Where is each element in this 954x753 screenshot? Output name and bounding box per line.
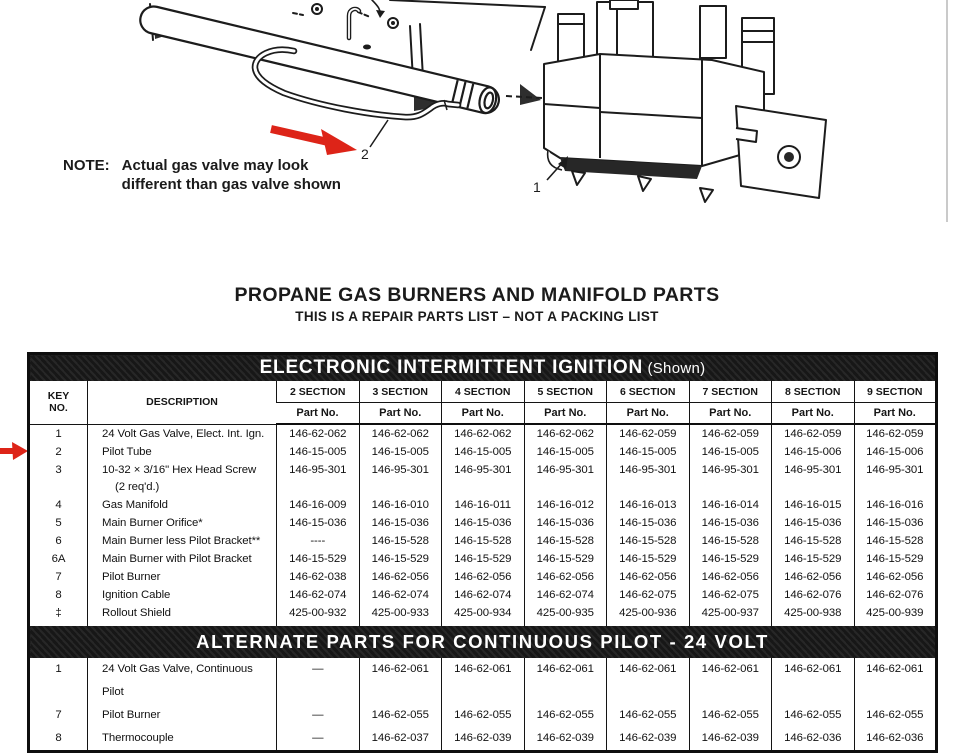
part-no-cell: 146-62-076	[772, 586, 855, 604]
part-no-cell: 146-62-061	[442, 658, 525, 704]
description-cell: Pilot Burner	[88, 704, 277, 727]
description-cell: 24 Volt Gas Valve, Continuous Pilot	[88, 658, 277, 704]
parts-table	[27, 352, 938, 753]
part-no-cell: 146-62-076	[854, 586, 937, 604]
column-header-section: 6 SECTION	[607, 381, 690, 403]
description-cell: Rollout Shield	[88, 604, 277, 626]
part-no-cell: 146-15-006	[772, 443, 855, 461]
part-no-cell: 146-15-529	[277, 550, 360, 568]
part-no-cell: 146-62-039	[607, 727, 690, 752]
part-no-cell: ----	[277, 532, 360, 550]
key-no-cell: ‡	[55, 607, 62, 619]
part-no-cell: 146-62-036	[772, 727, 855, 752]
column-header-part-no: Part No.	[854, 403, 937, 425]
callout-1-label: 1	[533, 179, 541, 195]
part-no-cell: 146-95-301	[442, 461, 525, 496]
part-no-cell: 146-15-036	[359, 514, 442, 532]
part-no-cell: 146-62-075	[689, 586, 772, 604]
part-no-cell: 146-15-036	[524, 514, 607, 532]
table-row	[29, 586, 937, 604]
part-no-cell: 146-62-061	[524, 658, 607, 704]
page-subtitle: THIS IS A REPAIR PARTS LIST – NOT A PACKING LIST	[295, 309, 659, 324]
part-no-cell: 146-62-061	[689, 658, 772, 704]
description-cell: Main Burner with Pilot Bracket	[88, 550, 277, 568]
part-no-cell: 146-95-301	[607, 461, 690, 496]
part-no-cell: 146-62-062	[442, 424, 525, 443]
part-no-cell: 146-16-011	[442, 496, 525, 514]
part-no-cell: 146-15-528	[689, 532, 772, 550]
part-no-cell: 146-62-061	[607, 658, 690, 704]
table-row	[29, 568, 937, 586]
column-header-section: 7 SECTION	[689, 381, 772, 403]
part-no-cell: 146-62-039	[524, 727, 607, 752]
column-header-section: 2 SECTION	[277, 381, 360, 403]
table-row	[29, 604, 937, 626]
part-no-cell: 146-16-013	[607, 496, 690, 514]
part-no-cell: 146-62-059	[607, 424, 690, 443]
part-no-cell: 146-62-062	[277, 424, 360, 443]
part-no-cell: 146-95-301	[524, 461, 607, 496]
column-header-part-no: Part No.	[772, 403, 855, 425]
table-row	[29, 461, 937, 496]
alternate-parts-rows	[29, 658, 937, 752]
part-no-cell: 146-15-005	[524, 443, 607, 461]
column-header-part-no: Part No.	[359, 403, 442, 425]
part-no-cell: 425-00-937	[689, 604, 772, 626]
table-row	[29, 658, 937, 704]
part-no-cell: 146-62-055	[524, 704, 607, 727]
table-banner-electronic-ignition: ELECTRONIC INTERMITTENT IGNITION (Shown)	[29, 354, 937, 382]
part-no-cell: 146-62-056	[689, 568, 772, 586]
key-no-cell: 8	[55, 732, 62, 744]
part-no-cell: 146-62-056	[442, 568, 525, 586]
table-head-section	[29, 354, 937, 425]
part-no-cell: 146-62-061	[772, 658, 855, 704]
page-title: PROPANE GAS BURNERS AND MANIFOLD PARTS	[234, 284, 720, 306]
part-no-cell: 146-15-528	[442, 532, 525, 550]
part-no-cell: 146-15-005	[442, 443, 525, 461]
description-cell: Main Burner Orifice*	[88, 514, 277, 532]
bolt-icon	[293, 4, 398, 28]
part-no-cell: 146-62-055	[442, 704, 525, 727]
part-no-cell: 146-62-055	[607, 704, 690, 727]
part-no-cell: 146-62-037	[359, 727, 442, 752]
part-no-cell: 146-62-039	[442, 727, 525, 752]
table-row	[29, 550, 937, 568]
part-no-cell: —	[277, 658, 360, 704]
part-no-cell: 146-15-528	[607, 532, 690, 550]
key-no-cell: 7	[55, 571, 62, 583]
part-no-cell: 146-62-062	[359, 424, 442, 443]
part-no-cell: 146-15-529	[689, 550, 772, 568]
note-label: NOTE:	[63, 157, 110, 174]
burner-manifold-diagram	[0, 0, 954, 252]
manifold-pipe-drawing	[138, 4, 502, 116]
part-no-cell: 146-15-529	[442, 550, 525, 568]
key-no-cell: 8	[55, 589, 62, 601]
part-no-cell: 146-15-005	[689, 443, 772, 461]
part-no-cell: 146-15-005	[607, 443, 690, 461]
part-no-cell: 146-62-059	[772, 424, 855, 443]
part-no-cell: 146-62-056	[607, 568, 690, 586]
part-no-cell: 146-62-055	[689, 704, 772, 727]
part-no-cell: 146-15-529	[607, 550, 690, 568]
part-no-cell: 425-00-938	[772, 604, 855, 626]
part-no-cell: 146-15-036	[854, 514, 937, 532]
part-no-cell: 146-62-059	[689, 424, 772, 443]
part-no-cell: 146-15-529	[524, 550, 607, 568]
part-no-cell: 425-00-932	[277, 604, 360, 626]
description-cell: Thermocouple	[88, 727, 277, 752]
column-header-section: 9 SECTION	[854, 381, 937, 403]
part-no-cell: 146-15-528	[359, 532, 442, 550]
part-no-cell: 146-16-010	[359, 496, 442, 514]
part-no-cell: 146-15-036	[607, 514, 690, 532]
table-banner-alternate-parts: ALTERNATE PARTS FOR CONTINUOUS PILOT - 24 VOLT	[29, 626, 937, 658]
part-no-cell: 425-00-939	[854, 604, 937, 626]
column-header-part-no: Part No.	[607, 403, 690, 425]
description-cell: 10-32 × 3/16" Hex Head Screw (2 req'd.)	[88, 461, 277, 496]
part-no-cell: 146-62-055	[359, 704, 442, 727]
table-row	[29, 443, 937, 461]
column-header-part-no: Part No.	[689, 403, 772, 425]
description-cell: Pilot Tube	[88, 443, 277, 461]
part-no-cell: 146-62-056	[772, 568, 855, 586]
part-no-cell: 146-16-014	[689, 496, 772, 514]
part-no-cell: 146-95-301	[277, 461, 360, 496]
part-no-cell: 146-62-061	[854, 658, 937, 704]
part-no-cell: 425-00-936	[607, 604, 690, 626]
part-no-cell: 425-00-933	[359, 604, 442, 626]
part-no-cell: 146-16-016	[854, 496, 937, 514]
note-text: Actual gas valve may look different than gas valve shown	[121, 157, 341, 193]
column-header-section: 3 SECTION	[359, 381, 442, 403]
diagram-note	[63, 156, 341, 194]
key-no-cell: 6	[55, 535, 62, 547]
part-no-cell: 146-62-075	[607, 586, 690, 604]
key-no-cell: 6A	[51, 553, 66, 565]
part-no-cell: —	[277, 727, 360, 752]
key-no-cell: 7	[55, 709, 62, 721]
part-no-cell: 146-15-528	[854, 532, 937, 550]
part-no-cell: 146-16-012	[524, 496, 607, 514]
part-no-cell: 146-62-038	[277, 568, 360, 586]
part-no-cell: 146-62-039	[689, 727, 772, 752]
part-no-cell: 146-16-009	[277, 496, 360, 514]
table-row	[29, 496, 937, 514]
table-banner-section	[29, 626, 937, 658]
key-no-cell: 2	[55, 446, 62, 458]
part-no-cell: 146-16-015	[772, 496, 855, 514]
part-no-cell: 146-15-036	[442, 514, 525, 532]
electronic-ignition-rows	[29, 424, 937, 626]
column-header-section: 4 SECTION	[442, 381, 525, 403]
table-row	[29, 704, 937, 727]
description-cell: 24 Volt Gas Valve, Elect. Int. Ign.	[88, 424, 277, 443]
description-cell: Pilot Burner	[88, 568, 277, 586]
part-no-cell: 146-62-056	[854, 568, 937, 586]
table-row	[29, 727, 937, 752]
part-no-cell: 146-15-006	[854, 443, 937, 461]
part-no-cell: 146-62-061	[359, 658, 442, 704]
part-no-cell: 146-62-056	[359, 568, 442, 586]
key-no-cell: 4	[55, 499, 62, 511]
part-no-cell: 146-62-055	[772, 704, 855, 727]
part-no-cell: 425-00-935	[524, 604, 607, 626]
part-no-cell: 146-95-301	[772, 461, 855, 496]
callout-2-label: 2	[361, 146, 369, 162]
part-no-cell: 146-15-036	[772, 514, 855, 532]
part-no-cell: 146-62-074	[442, 586, 525, 604]
red-arrow-icon	[271, 129, 357, 155]
part-no-cell: 146-15-529	[359, 550, 442, 568]
column-header-section: 5 SECTION	[524, 381, 607, 403]
table-row	[29, 424, 937, 443]
part-no-cell: 146-62-036	[854, 727, 937, 752]
part-no-cell: 146-15-036	[689, 514, 772, 532]
key-no-cell: 1	[55, 663, 62, 675]
part-no-cell: 146-95-301	[854, 461, 937, 496]
part-no-cell: 146-15-528	[524, 532, 607, 550]
part-no-cell: 146-15-529	[854, 550, 937, 568]
description-cell: Gas Manifold	[88, 496, 277, 514]
red-arrow-icon	[0, 441, 30, 461]
part-no-cell: 146-95-301	[359, 461, 442, 496]
column-header-part-no: Part No.	[442, 403, 525, 425]
column-header-part-no: Part No.	[277, 403, 360, 425]
part-no-cell: 146-15-528	[772, 532, 855, 550]
column-header-section: 8 SECTION	[772, 381, 855, 403]
part-no-cell: 146-62-059	[854, 424, 937, 443]
part-no-cell: 146-62-062	[524, 424, 607, 443]
key-no-cell: 5	[55, 517, 62, 529]
key-no-cell: 1	[55, 427, 62, 440]
part-no-cell: 146-15-036	[277, 514, 360, 532]
column-header-part-no: Part No.	[524, 403, 607, 425]
part-no-cell: 146-62-074	[524, 586, 607, 604]
description-cell: Main Burner less Pilot Bracket**	[88, 532, 277, 550]
column-header-description: DESCRIPTION	[88, 381, 277, 424]
part-no-cell: 146-62-056	[524, 568, 607, 586]
description-cell: Ignition Cable	[88, 586, 277, 604]
column-header-key-no: KEY NO.	[29, 381, 88, 424]
table-row	[29, 532, 937, 550]
part-no-cell: 146-95-301	[689, 461, 772, 496]
part-no-cell: 146-15-005	[359, 443, 442, 461]
part-no-cell: 146-62-055	[854, 704, 937, 727]
part-no-cell: 146-62-074	[359, 586, 442, 604]
key-no-cell: 3	[55, 464, 62, 476]
table-row	[29, 514, 937, 532]
part-no-cell: 146-62-074	[277, 586, 360, 604]
part-no-cell: 146-15-005	[277, 443, 360, 461]
part-no-cell: —	[277, 704, 360, 727]
part-no-cell: 425-00-934	[442, 604, 525, 626]
part-no-cell: 146-15-529	[772, 550, 855, 568]
